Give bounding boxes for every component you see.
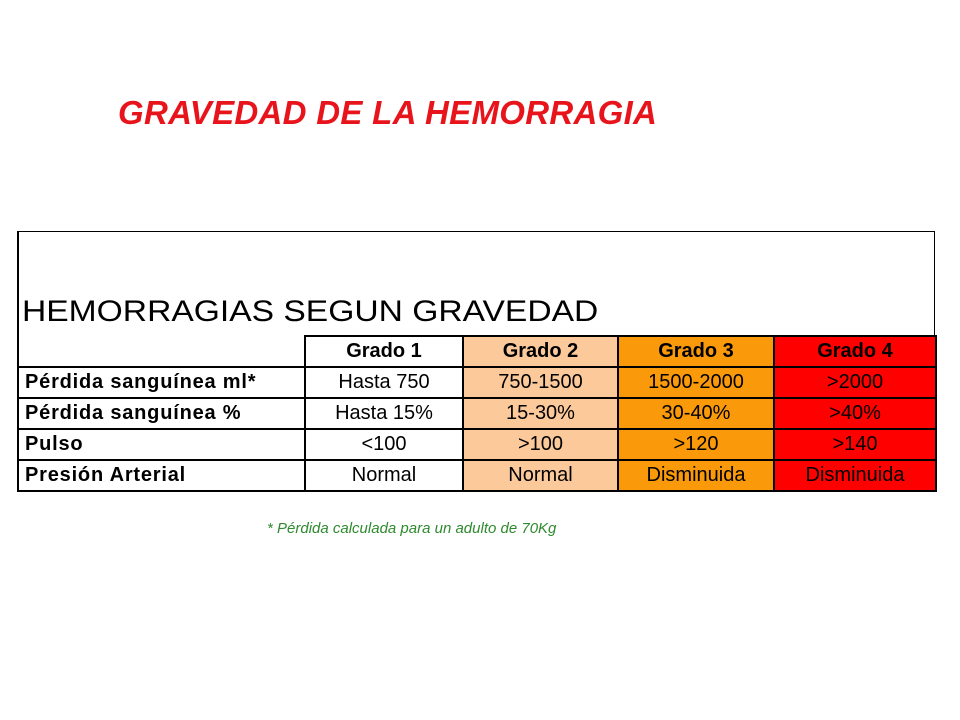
- table-title: HEMORRAGIAS SEGUN GRAVEDAD: [22, 295, 599, 328]
- table-cell: 1500-2000: [618, 367, 774, 398]
- page-title: GRAVEDAD DE LA HEMORRAGIA: [118, 94, 658, 131]
- table-cell: >120: [618, 429, 774, 460]
- footnote: * Pérdida calculada para un adulto de 70Kg: [267, 520, 557, 537]
- table-cell: Hasta 15%: [305, 398, 463, 429]
- table-cell: >140: [774, 429, 936, 460]
- grade-2-header: Grado 2: [463, 336, 618, 367]
- table-cell: <100: [305, 429, 463, 460]
- row-label-blood-loss-ml: Pérdida sanguínea ml*: [18, 367, 305, 398]
- table-cell: >2000: [774, 367, 936, 398]
- table-row: [18, 398, 936, 429]
- table-cell: 15-30%: [463, 398, 618, 429]
- row-label-blood-loss-percent: Pérdida sanguínea %: [18, 398, 305, 429]
- table-cell: >100: [463, 429, 618, 460]
- hemorrhage-grade-table: [17, 335, 937, 492]
- table-cell: 750-1500: [463, 367, 618, 398]
- header-corner-cell: [18, 336, 305, 367]
- table-row: [18, 429, 936, 460]
- table-cell: >40%: [774, 398, 936, 429]
- table-cell: 30-40%: [618, 398, 774, 429]
- row-label-blood-pressure: Presión Arterial: [18, 460, 305, 491]
- table-cell: Normal: [463, 460, 618, 491]
- grade-3-header: Grado 3: [618, 336, 774, 367]
- header-row: [18, 336, 936, 367]
- grade-4-header: Grado 4: [774, 336, 936, 367]
- table-row: [18, 460, 936, 491]
- row-label-pulse: Pulso: [18, 429, 305, 460]
- table-cell: Hasta 750: [305, 367, 463, 398]
- table-cell: Normal: [305, 460, 463, 491]
- table-cell: Disminuida: [774, 460, 936, 491]
- table-cell: Disminuida: [618, 460, 774, 491]
- table-row: [18, 367, 936, 398]
- grade-1-header: Grado 1: [305, 336, 463, 367]
